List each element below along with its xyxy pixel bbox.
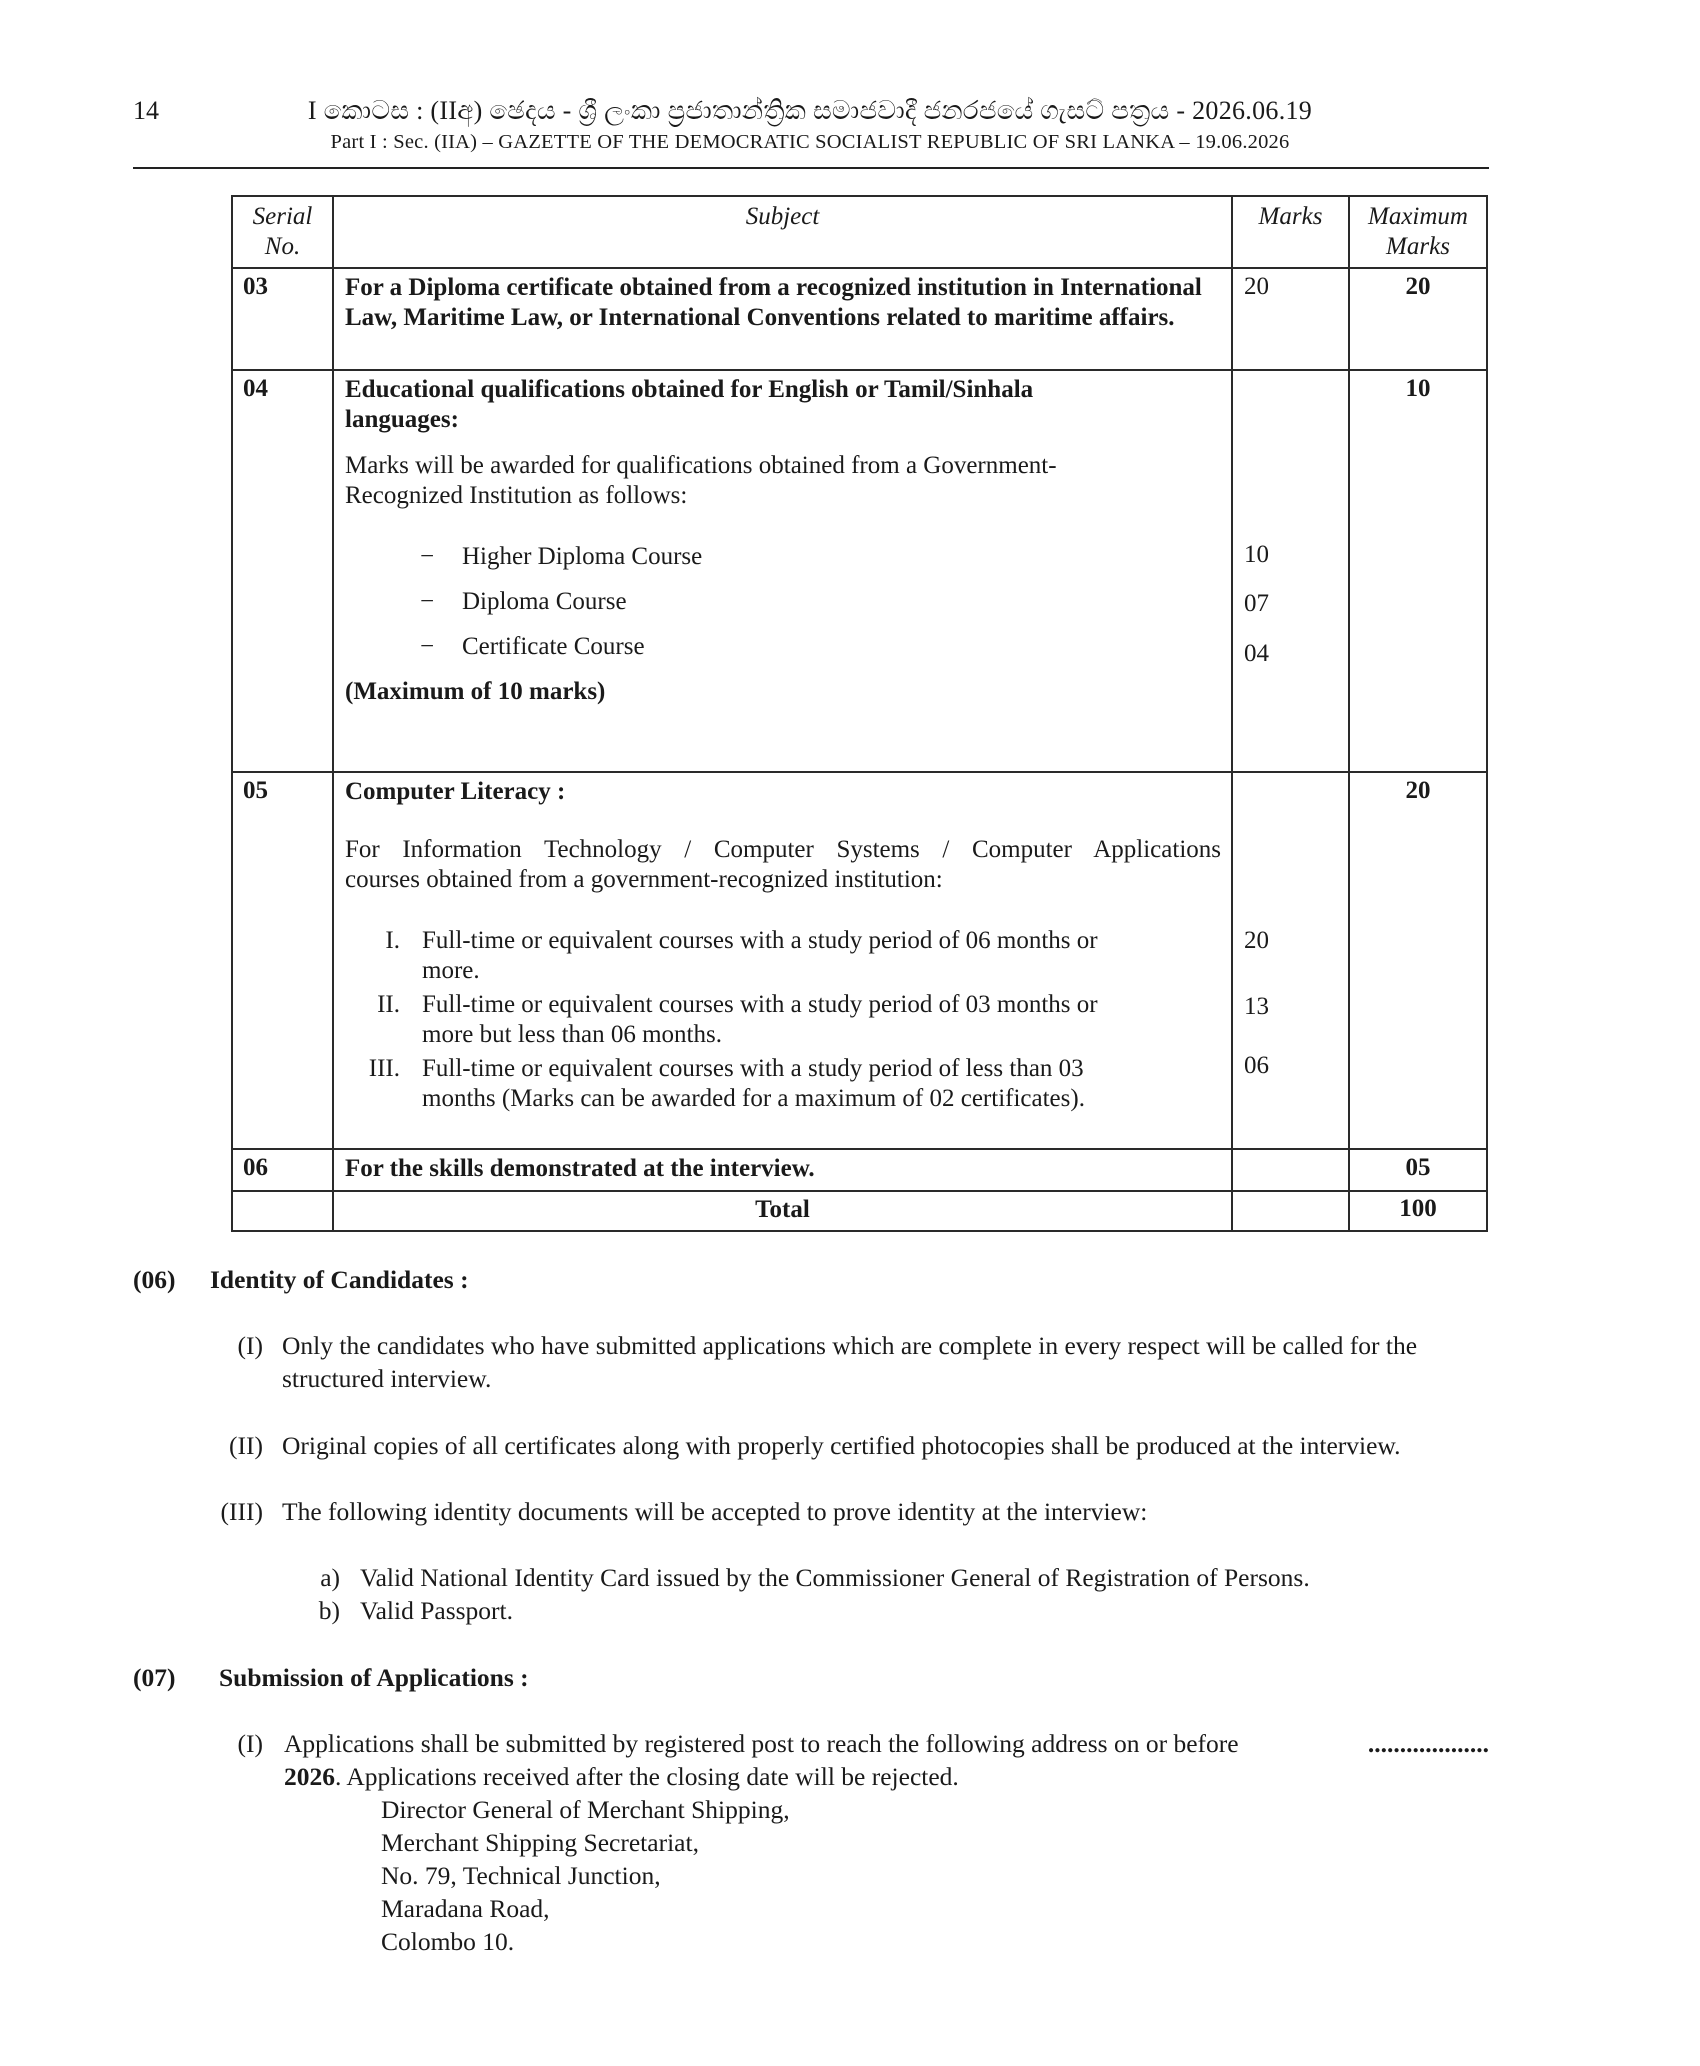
- header-serial-no: Serial No.: [252, 203, 313, 260]
- serial-number: 04: [243, 375, 268, 402]
- serial-number: 05: [243, 777, 268, 804]
- dash-bullet: −: [420, 633, 435, 660]
- item-text: Applications shall be submitted by registered post to reach the following address on or before ................... 2026. Applications received after the closing date will be rejected.: [284, 1729, 1489, 1791]
- total-max-value: 100: [1399, 1195, 1437, 1222]
- list-item-text: Full-time or equivalent courses with a study period of 06 months or more.: [422, 927, 1098, 984]
- header-subject: Subject: [745, 203, 820, 230]
- page-number: 14: [133, 96, 159, 125]
- marks-value: 20: [1244, 273, 1269, 300]
- subject-text: For a Diploma certificate obtained from a recognized institution in International Law, Maritime Law, or International Conventions related to maritime affairs.: [345, 274, 1202, 331]
- section-title: Submission of Applications :: [219, 1663, 529, 1692]
- max-marks-value: 10: [1405, 375, 1431, 402]
- section-number: (07): [133, 1663, 176, 1692]
- item-label: (II): [229, 1431, 263, 1460]
- list-item-text: Full-time or equivalent courses with a study period of less than 03 months (Marks can be awarded for a maximum of 02 certificates).: [422, 1055, 1085, 1112]
- header-marks: Marks: [1258, 203, 1323, 230]
- item-label: (I): [237, 1729, 263, 1758]
- roman-numeral: I.: [385, 927, 400, 954]
- table-border: [231, 195, 1488, 197]
- item-label: (III): [220, 1497, 263, 1526]
- marks-value: 20: [1244, 927, 1269, 954]
- postal-address: Director General of Merchant Shipping, Merchant Shipping Secretariat, No. 79, Technical Junction, Maradana Road, Colombo 10.: [381, 1795, 790, 1956]
- list-item-label: Diploma Course: [462, 588, 627, 615]
- closing-year: 2026: [284, 1762, 335, 1791]
- marks-value: 04: [1244, 640, 1269, 667]
- marks-value: 06: [1244, 1052, 1269, 1079]
- dash-bullet: −: [420, 543, 435, 570]
- marks-value: 07: [1244, 590, 1269, 617]
- header-rule: [133, 167, 1489, 169]
- section-number: (06): [133, 1265, 176, 1294]
- table-divider: [231, 369, 1488, 371]
- subject-text: For the skills demonstrated at the interview.: [345, 1155, 815, 1182]
- item-text: The following identity documents will be accepted to prove identity at the interview:: [282, 1497, 1148, 1526]
- table-divider: [231, 267, 1488, 269]
- item-text: Original copies of all certificates along with properly certified photocopies shall be produced at the interview.: [282, 1431, 1401, 1460]
- dash-bullet: −: [420, 588, 435, 615]
- gazette-header-sinhala: I කොටස : (IIඅ) ඡෙදය - ශ්‍රී ලංකා ප්‍රජාතාන්ත්‍රික සමාජවාදී ජනරජයේ ගැසට් පත්‍රය - 2026.06.19: [307, 96, 1313, 125]
- subject-intro: Marks will be awarded for qualifications obtained from a Government- Recognized Institution as follows:: [345, 452, 1057, 509]
- table-border: [1486, 195, 1488, 1232]
- subject-intro: For Information Technology / Computer Systems / Computer Applications courses obtained from a government-recognized institution:: [345, 836, 1221, 893]
- serial-number: 03: [243, 273, 268, 300]
- item-label: b): [318, 1596, 340, 1625]
- marks-value: 10: [1244, 541, 1269, 568]
- table-column-divider: [332, 195, 334, 1232]
- max-marks-value: 20: [1405, 777, 1431, 804]
- roman-numeral: III.: [368, 1055, 400, 1082]
- item-text: Valid National Identity Card issued by the Commissioner General of Registration of Persons.: [360, 1563, 1310, 1592]
- roman-numeral: II.: [377, 991, 400, 1018]
- table-divider: [231, 771, 1488, 773]
- serial-number: 06: [243, 1154, 268, 1181]
- header-maximum-marks: Maximum Marks: [1368, 203, 1468, 260]
- marks-value: 13: [1244, 993, 1269, 1020]
- list-item-label: Higher Diploma Course: [462, 543, 703, 570]
- table-column-divider: [1231, 195, 1233, 1232]
- subject-title: Educational qualifications obtained for English or Tamil/Sinhala languages:: [345, 376, 1034, 433]
- item-text: Only the candidates who have submitted applications which are complete in every respect will be called for the structured interview.: [282, 1331, 1418, 1393]
- max-marks-value: 05: [1405, 1154, 1431, 1181]
- gazette-header-english: Part I : Sec. (IIA) – GAZETTE OF THE DEMOCRATIC SOCIALIST REPUBLIC OF SRI LANKA – 19.06.2026: [330, 131, 1290, 153]
- item-label: a): [320, 1563, 340, 1592]
- closing-date-blank: ...................: [1367, 1729, 1489, 1758]
- max-marks-value: 20: [1405, 273, 1431, 300]
- section-title: Identity of Candidates :: [210, 1265, 469, 1294]
- subject-title: Computer Literacy :: [345, 778, 566, 805]
- table-border: [231, 1230, 1488, 1232]
- maximum-note: (Maximum of 10 marks): [345, 678, 606, 705]
- table-divider: [231, 1190, 1488, 1192]
- item-label: (I): [237, 1331, 263, 1360]
- list-item-label: Certificate Course: [462, 633, 645, 660]
- total-label: Total: [755, 1196, 810, 1223]
- table-divider: [231, 1148, 1488, 1150]
- table-column-divider: [1348, 195, 1350, 1232]
- list-item-text: Full-time or equivalent courses with a study period of 03 months or more but less than 06 months.: [422, 991, 1098, 1048]
- table-border: [231, 195, 233, 1232]
- item-text: Valid Passport.: [360, 1596, 513, 1625]
